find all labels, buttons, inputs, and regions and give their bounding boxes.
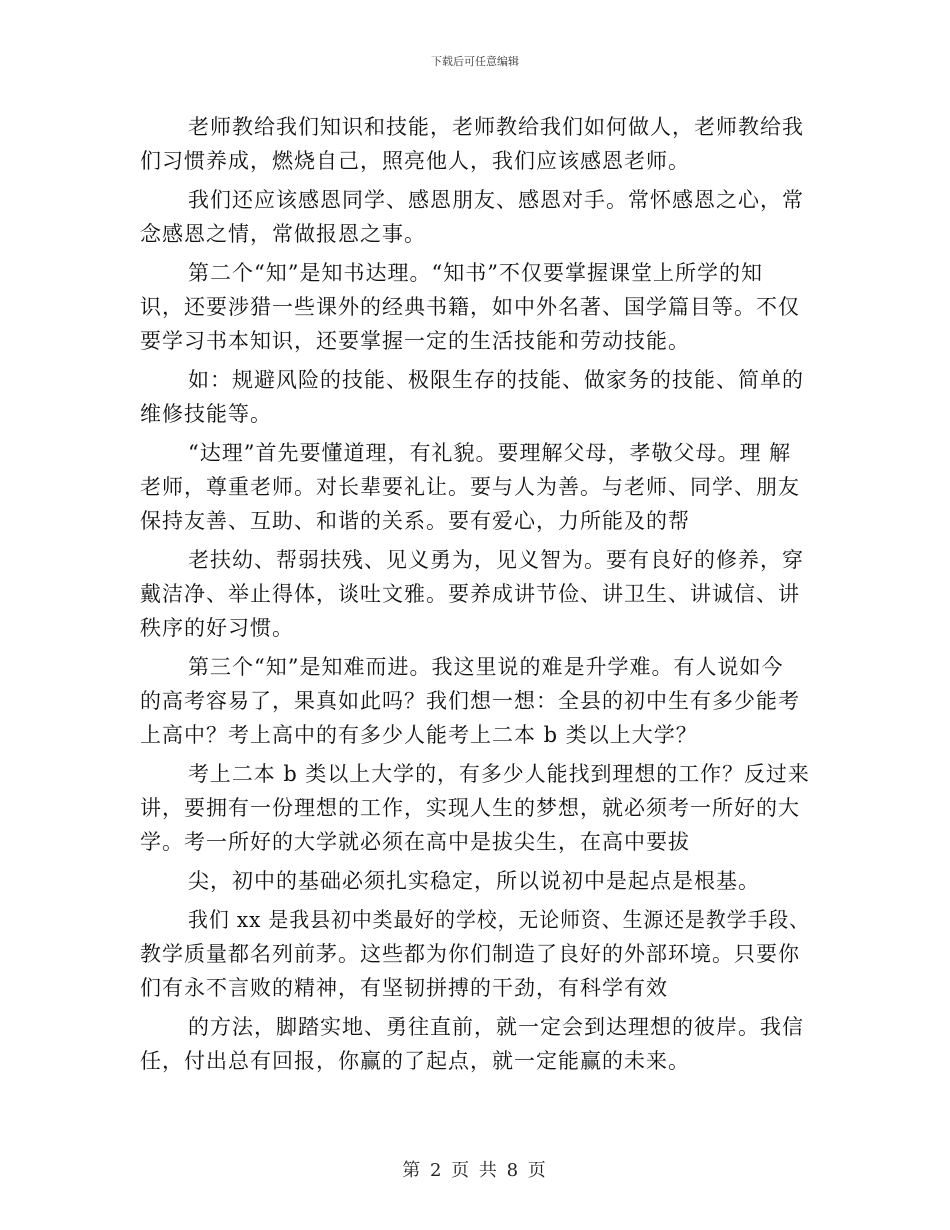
text-line: 维修技能等。	[140, 402, 272, 426]
page-header: 下载后可任意编辑	[431, 55, 519, 68]
text-line: 我们还应该感恩同学、感恩朋友、感恩对手。常怀感恩之心，常	[188, 188, 804, 212]
text-line: 第二个“知”是知书达理。“知书”不仅要掌握课堂上所学的知	[188, 261, 763, 285]
text-line: 秩序的好习惯。	[140, 616, 294, 640]
text-line: 考上二本 b 类以上大学的，有多少人能找到理想的工作？反过来	[188, 762, 810, 786]
text-line: 戴洁净、举止得体，谈吐文雅。要养成讲节俭、讲卫生、讲诚信、讲	[140, 582, 800, 606]
text-line: 保持友善、互助、和谐的关系。要有爱心，力所能及的帮	[140, 509, 690, 533]
text-line: 任，付出总有回报，你赢的了起点，就一定能赢的未来。	[140, 1049, 690, 1073]
text-line: 老师教给我们知识和技能，老师教给我们如何做人，老师教给我	[188, 115, 804, 139]
page-number-footer: 第 2 页 共 8 页	[402, 1160, 548, 1181]
text-line: 们有永不言败的精神，有坚韧拼搏的干劲，有科学有效	[140, 976, 668, 1000]
text-line: 我们 xx 是我县初中类最好的学校，无论师资、生源还是教学手段、	[188, 908, 811, 932]
text-line: 如：规避风险的技能、极限生存的技能、做家务的技能、简单的	[188, 368, 804, 392]
text-line: 尖，初中的基础必须扎实稳定，所以说初中是起点是根基。	[188, 869, 760, 893]
text-line: 要学习书本知识，还要掌握一定的生活技能和劳动技能。	[140, 329, 690, 353]
text-line: 第三个“知”是知难而进。我这里说的难是升学难。有人说如今	[188, 655, 784, 679]
text-line: 上高中？考上高中的有多少人能考上二本 b 类以上大学？	[140, 723, 698, 747]
text-line: 的方法，脚踏实地、勇往直前，就一定会到达理想的彼岸。我信	[188, 1015, 804, 1039]
text-line: “达理”首先要懂道理，有礼貌。要理解父母，孝敬父母。理 解	[188, 441, 792, 465]
text-line: 们习惯养成，燃烧自己，照亮他人，我们应该感恩老师。	[140, 149, 690, 173]
text-line: 的高考容易了，果真如此吗？我们想一想：全县的初中生有多少能考	[140, 689, 800, 713]
text-line: 念感恩之情，常做报恩之事。	[140, 222, 426, 246]
text-line: 识，还要涉猎一些课外的经典书籍，如中外名著、国学篇目等。不仅	[140, 295, 800, 319]
text-line: 老扶幼、帮弱扶残、见义勇为，见义智为。要有良好的修养，穿	[188, 548, 804, 572]
text-line: 讲，要拥有一份理想的工作，实现人生的梦想，就必须考一所好的大	[140, 796, 800, 820]
text-line: 教学质量都名列前茅。这些都为你们制造了良好的外部环境。只要你	[140, 942, 800, 966]
text-line: 学。考一所好的大学就必须在高中是拔尖生，在高中要拔	[140, 830, 690, 854]
text-line: 老师，尊重老师。对长辈要礼让。要与人为善。与老师、同学、朋友	[140, 475, 800, 499]
